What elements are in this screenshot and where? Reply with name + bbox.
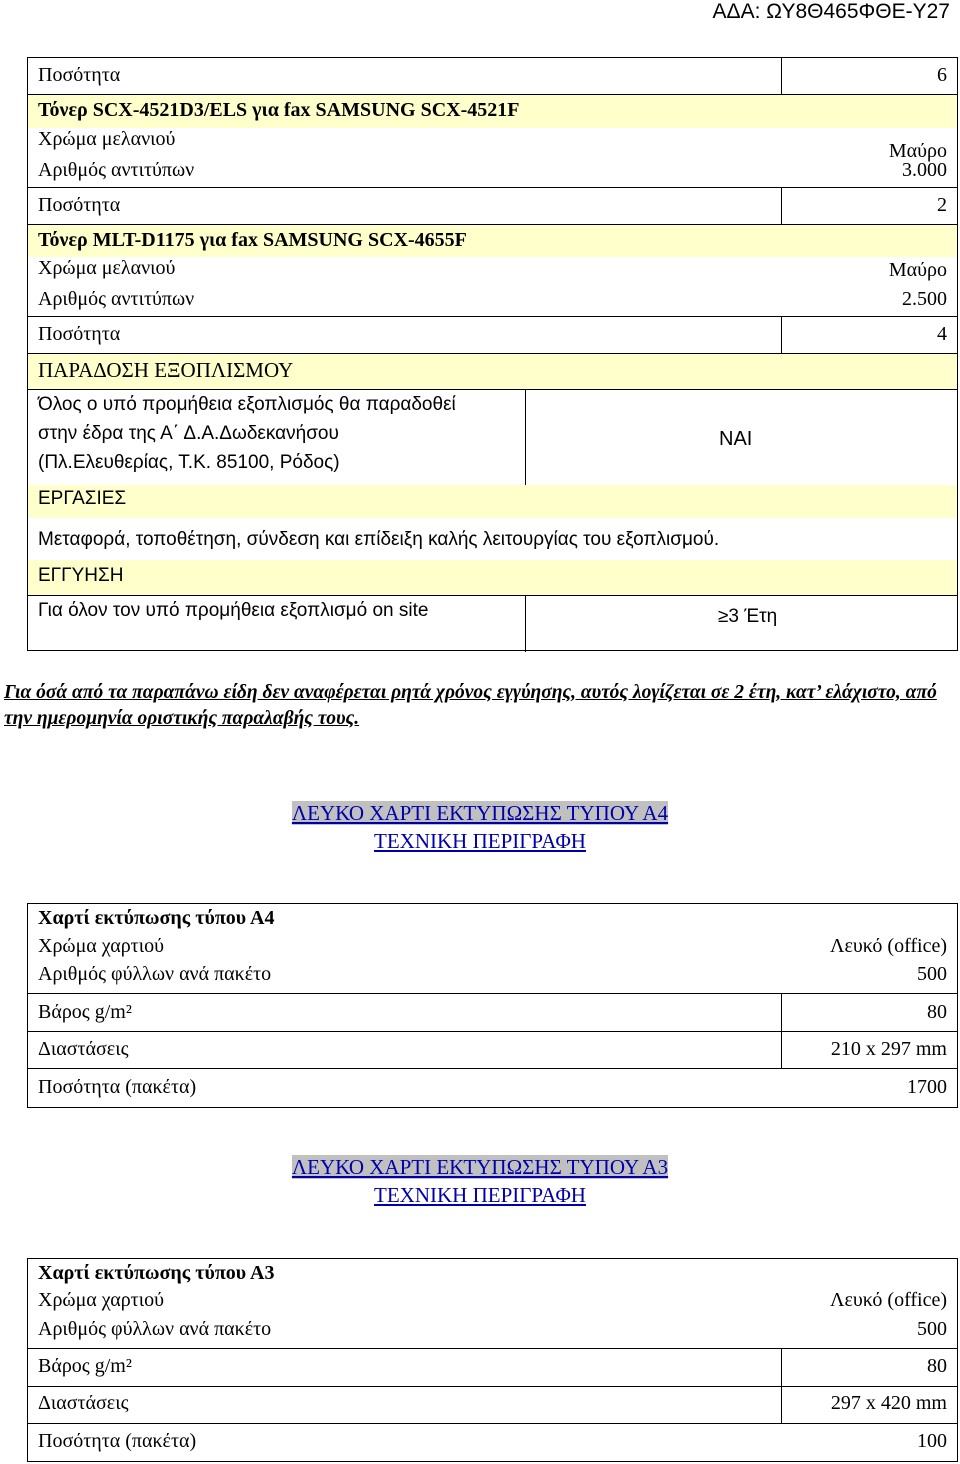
row-value: 80 — [927, 1001, 947, 1023]
row-label: Βάρος g/m² — [38, 1001, 132, 1023]
row-value: 2.500 — [902, 288, 947, 310]
ada-code: ΑΔΑ: ΩΥ8Θ465ΦΘΕ-Υ27 — [712, 0, 950, 23]
table-row — [28, 1259, 957, 1289]
table-row — [28, 934, 957, 963]
delivery-heading-row — [28, 354, 957, 389]
table-row — [28, 157, 957, 187]
row-value: 6 — [937, 64, 947, 86]
delivery-body — [28, 390, 957, 485]
table-row — [28, 1387, 957, 1423]
row-value: Μαύρο — [888, 140, 947, 162]
row-label: Βάρος g/m² — [38, 1355, 132, 1377]
delivery-line: στην έδρα της Α΄ Δ.Α.Δωδεκανήσου — [38, 423, 339, 444]
product-title-row — [28, 95, 957, 128]
product-title: Τόνερ SCX-4521D3/ELS για fax SAMSUNG SCX-4521F — [38, 99, 520, 121]
warranty-heading: ΕΓΓΥΗΣΗ — [38, 565, 124, 586]
warranty-body — [28, 596, 957, 651]
table-row — [28, 963, 957, 992]
works-heading-row — [28, 485, 957, 518]
warranty-note: Για όσά από τα παραπάνω είδη δεν αναφέρεται ρητά χρόνος εγγύησης, αυτός λογίζεται σε 2 έτη, κατ’ ελάχιστο, από την ημερομηνία οριστικής παραλαβής τους. — [4, 682, 937, 729]
row-label: Αριθμός φύλλων ανά πακέτο — [38, 1318, 272, 1340]
paper-heading: Χαρτί εκτύπωσης τύπου Α4 — [38, 907, 275, 929]
row-label: Χρώμα μελανιού — [38, 128, 176, 150]
row-label: Ποσότητα — [38, 64, 121, 86]
table-row — [28, 128, 957, 162]
table-row — [28, 1032, 957, 1068]
row-value: Λευκό (office) — [829, 935, 947, 957]
row-label: Αριθμός αντιτύπων — [38, 288, 195, 310]
works-body — [28, 518, 957, 560]
row-label: Ποσότητα — [38, 194, 121, 216]
a4-subtitle: ΤΕΧΝΙΚΗ ΠΕΡΙΓΡΑΦΗ — [374, 829, 586, 853]
works-heading: ΕΡΓΑΣΙΕΣ — [38, 488, 127, 509]
row-label: Χρώμα χαρτιού — [38, 1289, 165, 1311]
warranty-text: Για όλον τον υπό προμήθεια εξοπλισμό on site — [38, 600, 429, 621]
row-value: 3.000 — [902, 159, 947, 181]
row-value: 210 x 297 mm — [830, 1038, 947, 1060]
toner-spec-table — [27, 57, 958, 651]
table-row — [28, 994, 957, 1031]
row-label: Διαστάσεις — [38, 1392, 129, 1414]
table-row — [28, 1069, 957, 1107]
row-label: Αριθμός αντιτύπων — [38, 159, 195, 181]
table-row — [28, 58, 957, 94]
row-value: 297 x 420 mm — [830, 1392, 947, 1414]
row-label: Ποσότητα (πακέτα) — [38, 1076, 197, 1098]
a3-title: ΛΕΥΚΟ ΧΑΡΤΙ ΕΚΤΥΠΩΣΗΣ ΤΥΠΟΥ Α3 — [291, 1155, 669, 1179]
row-value: 100 — [917, 1430, 947, 1452]
product-title: Τόνερ MLT-D1175 για fax SAMSUNG SCX-4655F — [38, 229, 467, 251]
delivery-line: Όλος ο υπό προμήθεια εξοπλισμός θα παραδοθεί — [38, 394, 456, 415]
warranty-value: ≥3 Έτη — [718, 606, 778, 627]
row-label: Ποσότητα — [38, 323, 121, 345]
row-label: Ποσότητα (πακέτα) — [38, 1430, 197, 1452]
product-title-row — [28, 225, 957, 257]
row-value: 500 — [917, 963, 947, 985]
a4-title: ΛΕΥΚΟ ΧΑΡΤΙ ΕΚΤΥΠΩΣΗΣ ΤΥΠΟΥ Α4 — [291, 801, 669, 825]
table-row — [28, 1424, 957, 1462]
row-label: Αριθμός φύλλων ανά πακέτο — [38, 963, 272, 985]
row-value: Μαύρο — [888, 259, 947, 281]
warranty-heading-row — [28, 560, 957, 595]
delivery-answer: ΝΑΙ — [719, 428, 753, 450]
a4-title-block — [0, 799, 960, 855]
row-label: Χρώμα μελανιού — [38, 257, 176, 279]
row-value: 80 — [927, 1355, 947, 1377]
table-row — [28, 286, 957, 316]
a3-title-block — [0, 1153, 960, 1209]
table-row — [28, 1318, 957, 1347]
row-value: 1700 — [907, 1076, 947, 1098]
table-row — [28, 1349, 957, 1386]
table-row — [28, 317, 957, 353]
works-text: Μεταφορά, τοποθέτηση, σύνδεση και επίδειξη καλής λειτουργίας του εξοπλισμού. — [38, 529, 720, 550]
row-value: 500 — [917, 1318, 947, 1340]
table-row — [28, 904, 957, 934]
a4-spec-table — [27, 903, 958, 1108]
table-row — [28, 1289, 957, 1318]
delivery-heading: ΠΑΡΑΔΟΣΗ ΕΞΟΠΛΙΣΜΟΥ — [38, 358, 294, 382]
a3-subtitle: ΤΕΧΝΙΚΗ ΠΕΡΙΓΡΑΦΗ — [374, 1183, 586, 1207]
row-value: 2 — [937, 194, 947, 216]
table-row — [28, 257, 957, 286]
row-value: Λευκό (office) — [829, 1289, 947, 1311]
a3-spec-table — [27, 1258, 958, 1462]
row-label: Διαστάσεις — [38, 1038, 129, 1060]
paper-heading: Χαρτί εκτύπωσης τύπου Α3 — [38, 1262, 275, 1284]
table-row — [28, 188, 957, 224]
delivery-line: (Πλ.Ελευθερίας, Τ.Κ. 85100, Ρόδος) — [38, 452, 340, 473]
row-value: 4 — [937, 323, 947, 345]
row-label: Χρώμα χαρτιού — [38, 935, 165, 957]
